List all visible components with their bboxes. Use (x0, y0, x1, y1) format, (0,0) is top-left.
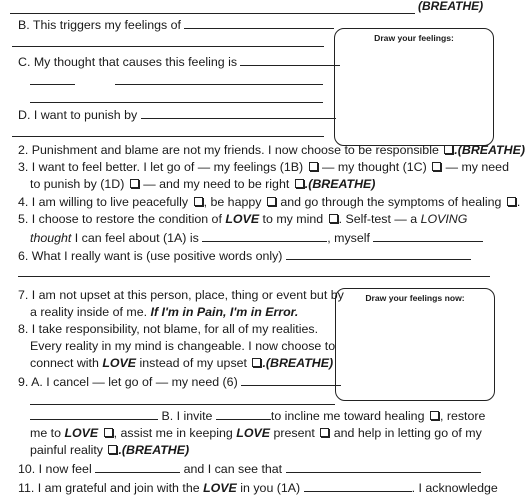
breathe-cue: (BREATHE) (418, 0, 484, 13)
checkbox-live-peacefully[interactable] (194, 197, 203, 206)
item-8-text: 8. I take responsibility, not blame, for all of my realities. (18, 322, 319, 336)
item-9-text: and help in letting go of my (333, 426, 482, 440)
love-word: LOVE (102, 356, 137, 370)
item-4-text: . (516, 195, 521, 209)
item-8-text: instead of my upset (139, 356, 247, 370)
can-see-field[interactable] (286, 461, 481, 473)
punish-field[interactable] (141, 107, 336, 119)
item-1c-text: C. My thought that causes this feeling is (18, 55, 238, 69)
answer-line[interactable] (18, 276, 490, 277)
item-8-text: Every reality in my mind is changeable. I now choose to (30, 339, 336, 353)
item-9b-cont (30, 426, 500, 441)
item-1b (18, 17, 500, 33)
item-3-text: 3. I want to feel better. I let go of — my feelings (1B) (18, 160, 304, 174)
answer-line[interactable] (115, 84, 323, 85)
loving-word: LOVING (420, 212, 468, 226)
love-word: LOVE (203, 481, 237, 495)
checkbox-painful-reality[interactable] (108, 445, 117, 454)
item-3-cont (30, 177, 500, 192)
breathe-cue: .(BREATHE) (118, 443, 190, 457)
item-9-text: to incline me toward healing (270, 409, 425, 423)
item-10-text: 10. I now feel (18, 462, 92, 476)
checkbox-healing[interactable] (507, 197, 516, 206)
item-1b-text: B. This triggers my feelings of (18, 18, 181, 32)
item-1d (18, 107, 500, 123)
breathe-cue: .(BREATHE) (304, 177, 376, 191)
item-10 (18, 461, 500, 477)
item-6 (18, 248, 500, 264)
item-5-text: I can feel about (1A) is (74, 231, 199, 245)
item-7-text: a reality inside of me. (30, 305, 148, 319)
item-9b (30, 408, 500, 424)
loving-thought-field[interactable] (202, 230, 327, 242)
love-word: LOVE (225, 212, 260, 226)
invite-prefix-field[interactable] (30, 408, 158, 420)
item-8-cont (30, 339, 500, 354)
checkbox-present-9[interactable] (320, 428, 329, 437)
invite-field[interactable] (216, 408, 271, 420)
item-4-text: 4. I am willing to live peacefully (18, 195, 189, 209)
item-9 (18, 374, 500, 390)
top-answer-line[interactable] (10, 13, 415, 14)
now-feel-field[interactable] (95, 461, 180, 473)
item-1c (18, 54, 500, 70)
grateful-field[interactable] (304, 480, 412, 492)
item-5-text: to my mind (262, 212, 324, 226)
item-9-text: 9. A. I cancel — let go of — my need (6) (18, 375, 238, 389)
love-word: LOVE (236, 426, 271, 440)
checkbox-restore-love[interactable] (329, 214, 338, 223)
item-8-cont (30, 356, 500, 371)
answer-line[interactable] (12, 136, 324, 137)
item-11-text: 11. I am grateful and join with the (18, 481, 200, 495)
checkbox-connect-love[interactable] (252, 358, 261, 367)
answer-line[interactable] (12, 46, 324, 47)
item-9-text: me to (30, 426, 61, 440)
item-11-text: . I acknowledge (411, 481, 498, 495)
item-5-text: 5. I choose to restore the condition of (18, 212, 222, 226)
thought-word: thought (30, 231, 72, 245)
checkbox-let-go-right[interactable] (295, 179, 304, 188)
item-9-text: , restore (439, 409, 486, 423)
item-9-text: in keeping (176, 426, 233, 440)
checkbox-let-go-thought[interactable] (432, 162, 441, 171)
item-4-text: , be happy (203, 195, 262, 209)
checkbox-let-go-punish[interactable] (130, 179, 139, 188)
item-3 (18, 160, 509, 175)
item-2-text: 2. Punishment and blame are not my friends. I now choose to be responsible (18, 143, 439, 157)
checkbox-be-happy[interactable] (267, 197, 276, 206)
checkbox-restore-9[interactable] (104, 428, 113, 437)
item-9-text: painful reality (30, 443, 104, 457)
item-9-text: present (273, 426, 315, 440)
breathe-cue: .(BREATHE) (454, 143, 525, 157)
item-10-text: and I can see that (183, 462, 283, 476)
answer-line[interactable] (30, 404, 335, 405)
item-5 (18, 212, 500, 227)
item-8 (18, 322, 500, 337)
item-9-text: , assist me (113, 426, 173, 440)
cancel-need-field[interactable] (241, 374, 341, 386)
draw-feelings-now-label: Draw your feelings now: (365, 293, 465, 303)
checkbox-responsible[interactable] (444, 145, 453, 154)
item-2 (18, 143, 525, 158)
pain-error-phrase: If I'm in Pain, I'm in Error. (150, 305, 299, 319)
love-word: LOVE (64, 426, 99, 440)
item-11 (18, 480, 500, 496)
myself-field[interactable] (373, 230, 483, 242)
item-3-text: — my thought (1C) (322, 160, 427, 174)
feelings-field[interactable] (184, 17, 334, 29)
draw-feelings-box[interactable] (334, 28, 494, 146)
item-8-text: connect with (30, 356, 99, 370)
real-want-field[interactable] (286, 248, 471, 260)
item-4 (18, 195, 521, 210)
breathe-cue: .(BREATHE) (262, 356, 334, 370)
item-3-text: — and my need to be right (143, 177, 290, 191)
item-9-text: B. I invite (161, 409, 213, 423)
item-3-text: to punish by (1D) (30, 177, 125, 191)
item-5-cont (30, 230, 500, 246)
item-4-text: and go through the symptoms of healing (280, 195, 502, 209)
item-7-text: 7. I am not upset at this person, place, thing or event but by (18, 288, 344, 302)
item-7 (18, 288, 500, 303)
item-5-text: , myself (327, 231, 370, 245)
item-5-text: . Self-test — a (338, 212, 418, 226)
thought-field[interactable] (240, 54, 340, 66)
item-1d-text: D. I want to punish by (18, 108, 138, 122)
answer-line[interactable] (30, 102, 323, 103)
item-6-text: 6. What I really want is (use positive words only) (18, 249, 283, 263)
checkbox-let-go-feelings[interactable] (309, 162, 318, 171)
item-3-text: — my need (445, 160, 509, 174)
item-9b-cont (30, 443, 500, 458)
item-7-cont (30, 305, 500, 320)
checkbox-healing-9[interactable] (430, 411, 439, 420)
draw-feelings-label: Draw your feelings: (374, 33, 454, 43)
answer-line[interactable] (30, 84, 75, 85)
item-11-text: in you (1A) (240, 481, 301, 495)
